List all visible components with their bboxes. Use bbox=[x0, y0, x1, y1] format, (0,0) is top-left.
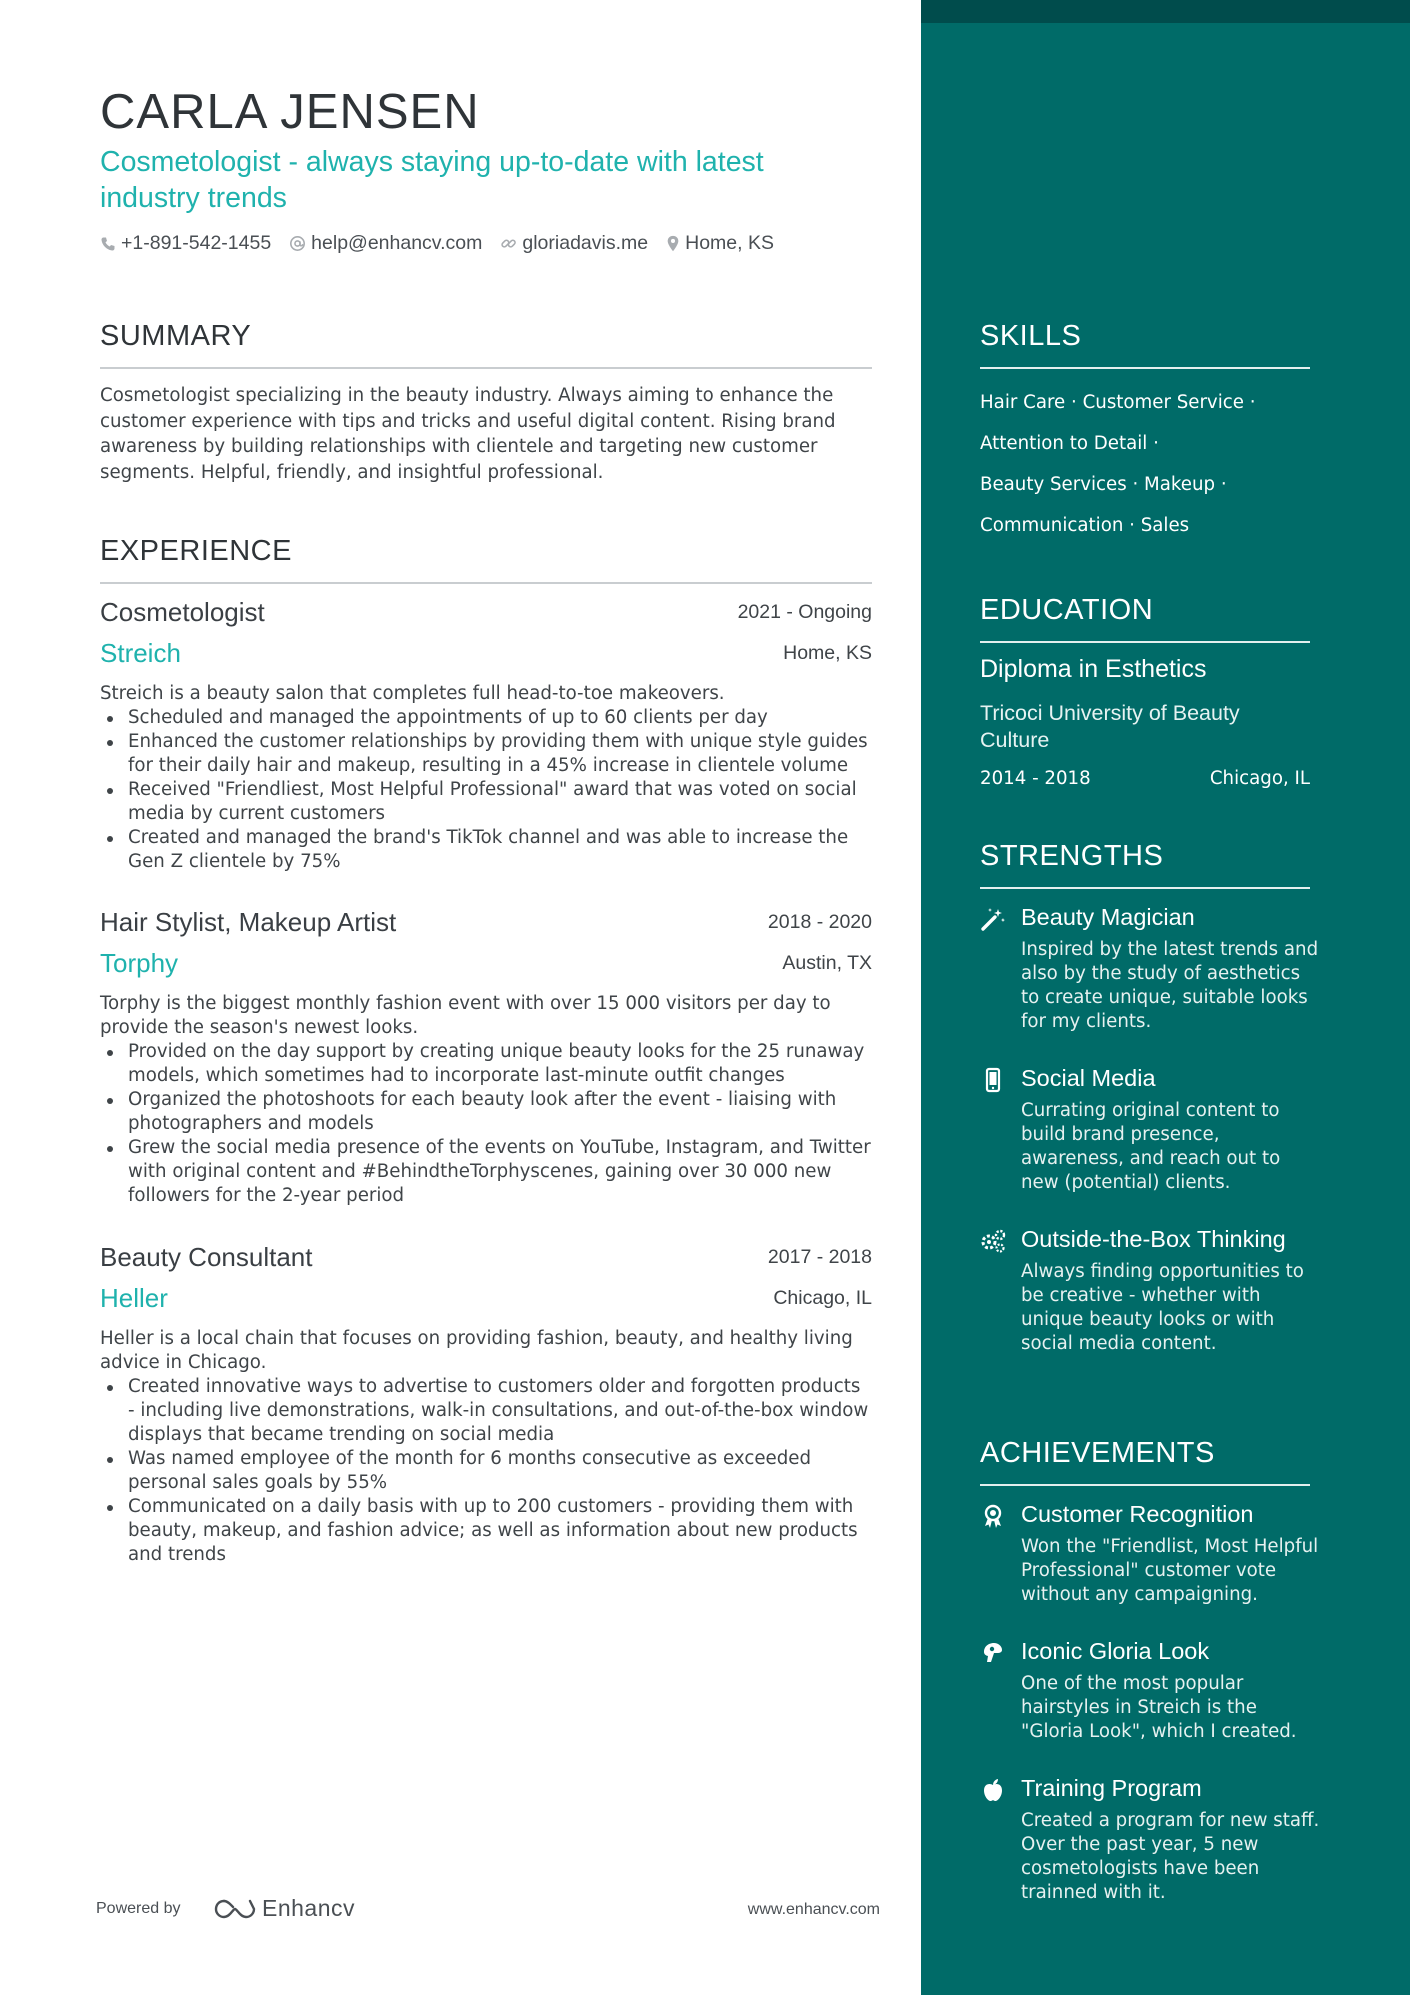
strength-title: Social Media bbox=[1021, 1065, 1156, 1091]
achievement-item bbox=[980, 1773, 1320, 1905]
job-company: Streich bbox=[100, 638, 181, 668]
job-bullet: Created innovative ways to advertise to customers older and forgotten products - including live demonstrations, walk-in consultations, and out-of-the-box window displays that became trending on social media bbox=[100, 1375, 872, 1447]
achievement-title: Customer Recognition bbox=[1021, 1501, 1254, 1527]
job-description: Torphy is the biggest monthly fashion event with over 15 000 visitors per day to provide the season's newest looks. bbox=[100, 993, 831, 1038]
enhancv-logo-text: Enhancv bbox=[262, 1895, 356, 1921]
strength-description: Currating original content to build brand presence, awareness, and reach out to new (potential) clients. bbox=[1021, 1100, 1281, 1193]
sidebar bbox=[921, 0, 1410, 1995]
at-icon bbox=[289, 235, 306, 252]
headline: Cosmetologist - always staying up-to-date with latest industry trends bbox=[100, 146, 764, 214]
education-location: Chicago, IL bbox=[1209, 768, 1310, 789]
footer-website[interactable]: www.enhancv.com bbox=[747, 1901, 880, 1918]
job-bullet: Provided on the day support by creating unique beauty looks for the 25 runaway models, which sometimes had to incorporate last-minute outfit changes bbox=[100, 1040, 872, 1088]
education-school: Tricoci University of Beauty Culture bbox=[980, 701, 1240, 752]
powered-by-label: Powered by bbox=[96, 1900, 181, 1917]
job-entry bbox=[100, 1242, 872, 1567]
contact-location-text: Home, KS bbox=[685, 232, 774, 254]
job-bullet: Enhanced the customer relationships by providing them with unique style guides for their daily hair and makeup, resulting in a 45% increase in clientele volume bbox=[100, 730, 872, 778]
strength-title: Outside-the-Box Thinking bbox=[1021, 1226, 1286, 1252]
skill-line: Communication · Sales bbox=[980, 515, 1190, 536]
strengths-heading: STRENGTHS bbox=[980, 840, 1310, 889]
job-entry bbox=[100, 907, 872, 1208]
enhancv-logo-icon bbox=[214, 1897, 256, 1921]
footer bbox=[96, 1895, 880, 1925]
education-dates: 2014 - 2018 bbox=[980, 768, 1091, 789]
job-bullet: Was named employee of the month for 6 months consecutive as exceeded personal sales goals by 55% bbox=[100, 1447, 872, 1495]
enhancv-logo[interactable] bbox=[214, 1895, 355, 1922]
summary-heading: SUMMARY bbox=[100, 320, 872, 369]
job-bullet: Organized the photoshoots for each beauty look after the event - liaising with photographers and models bbox=[100, 1088, 872, 1136]
job-bullets bbox=[100, 1040, 872, 1208]
contact-phone bbox=[100, 232, 271, 255]
award-ribbon-icon bbox=[980, 1503, 1006, 1529]
achievements-heading: ACHIEVEMENTS bbox=[980, 1437, 1310, 1486]
job-bullet: Communicated on a daily basis with up to 200 customers - providing them with beauty, makeup, and fashion advice; as well as information about new products and trends bbox=[100, 1495, 872, 1567]
contact-website-text: gloriadavis.me bbox=[522, 232, 649, 254]
achievement-description: Won the "Friendlist, Most Helpful Professional" customer vote without any campaigning. bbox=[1021, 1536, 1319, 1605]
achievement-description: One of the most popular hairstyles in Streich is the "Gloria Look", which I created. bbox=[1021, 1673, 1297, 1742]
strength-item bbox=[980, 1063, 1320, 1195]
job-title: Hair Stylist, Makeup Artist bbox=[100, 907, 397, 937]
job-location: Austin, TX bbox=[782, 952, 872, 974]
strength-item bbox=[980, 1224, 1320, 1356]
hair-dryer-icon bbox=[980, 1640, 1006, 1666]
job-dates: 2021 - Ongoing bbox=[737, 601, 872, 623]
achievement-description: Created a program for new staff. Over the past year, 5 new cosmetologists have been trainned with it. bbox=[1021, 1810, 1320, 1903]
job-location: Home, KS bbox=[783, 642, 872, 664]
phone-icon bbox=[100, 236, 116, 252]
strength-description: Always finding opportunities to be creative - whether with unique beauty looks or with social media content. bbox=[1021, 1261, 1304, 1354]
skill-line: Beauty Services · Makeup · bbox=[980, 474, 1227, 495]
contact-email-text: help@enhancv.com bbox=[311, 232, 483, 254]
job-description: Streich is a beauty salon that completes full head-to-toe makeovers. bbox=[100, 683, 725, 704]
achievement-title: Iconic Gloria Look bbox=[1021, 1638, 1210, 1664]
achievement-item bbox=[980, 1636, 1320, 1744]
job-bullets bbox=[100, 1375, 872, 1567]
education-entry bbox=[980, 655, 1310, 794]
job-dates: 2018 - 2020 bbox=[767, 911, 872, 933]
contact-bar bbox=[100, 232, 792, 255]
strength-item bbox=[980, 902, 1320, 1034]
skill-line: Attention to Detail · bbox=[980, 433, 1159, 454]
achievement-title: Training Program bbox=[1021, 1775, 1202, 1801]
job-bullets bbox=[100, 706, 872, 874]
job-dates: 2017 - 2018 bbox=[767, 1246, 872, 1268]
skills-heading: SKILLS bbox=[980, 320, 1310, 369]
strength-title: Beauty Magician bbox=[1021, 904, 1195, 930]
skills-list bbox=[980, 382, 1310, 546]
link-icon bbox=[500, 235, 517, 252]
job-company: Torphy bbox=[100, 948, 179, 978]
strength-description: Inspired by the latest trends and also by the study of aesthetics to create unique, suitable looks for my clients. bbox=[1021, 939, 1319, 1032]
contact-email[interactable] bbox=[289, 232, 482, 255]
job-title: Beauty Consultant bbox=[100, 1242, 313, 1272]
job-company: Heller bbox=[100, 1283, 168, 1313]
sidebar-top-band bbox=[921, 0, 1410, 23]
contact-phone-text: +1-891-542-1455 bbox=[121, 232, 272, 254]
job-bullet: Grew the social media presence of the events on YouTube, Instagram, and Twitter with original content and #BehindtheTorphyscenes, gaining over 30 000 new followers for the 2-year period bbox=[100, 1136, 872, 1208]
job-bullet: Scheduled and managed the appointments of up to 60 clients per day bbox=[100, 706, 872, 730]
candidate-name: CARLA JENSEN bbox=[100, 85, 480, 139]
achievement-item bbox=[980, 1499, 1320, 1607]
education-degree: Diploma in Esthetics bbox=[980, 655, 1207, 683]
skill-line: Hair Care · Customer Service · bbox=[980, 392, 1256, 413]
contact-website[interactable] bbox=[500, 232, 648, 255]
job-bullet: Received "Friendliest, Most Helpful Professional" award that was voted on social media by current customers bbox=[100, 778, 872, 826]
job-title: Cosmetologist bbox=[100, 597, 265, 627]
job-entry bbox=[100, 597, 872, 874]
job-location: Chicago, IL bbox=[773, 1287, 872, 1309]
job-bullet: Created and managed the brand's TikTok channel and was able to increase the Gen Z clientele by 75% bbox=[100, 826, 872, 874]
experience-heading: EXPERIENCE bbox=[100, 535, 872, 584]
mobile-phone-icon bbox=[980, 1067, 1006, 1093]
education-heading: EDUCATION bbox=[980, 594, 1310, 643]
summary-text: Cosmetologist specializing in the beauty industry. Always aiming to enhance the customer experience with tips and tricks and useful digital content. Rising brand awareness by building relationships with clientele and targeting new customer segments. Helpful, friendly, and insightful professional. bbox=[100, 385, 836, 483]
job-description: Heller is a local chain that focuses on providing fashion, beauty, and healthy living advice in Chicago. bbox=[100, 1328, 853, 1373]
contact-location bbox=[666, 232, 774, 255]
magic-wand-icon bbox=[980, 906, 1006, 932]
gears-icon bbox=[980, 1228, 1006, 1254]
apple-icon bbox=[980, 1777, 1006, 1803]
location-pin-icon bbox=[666, 235, 680, 252]
